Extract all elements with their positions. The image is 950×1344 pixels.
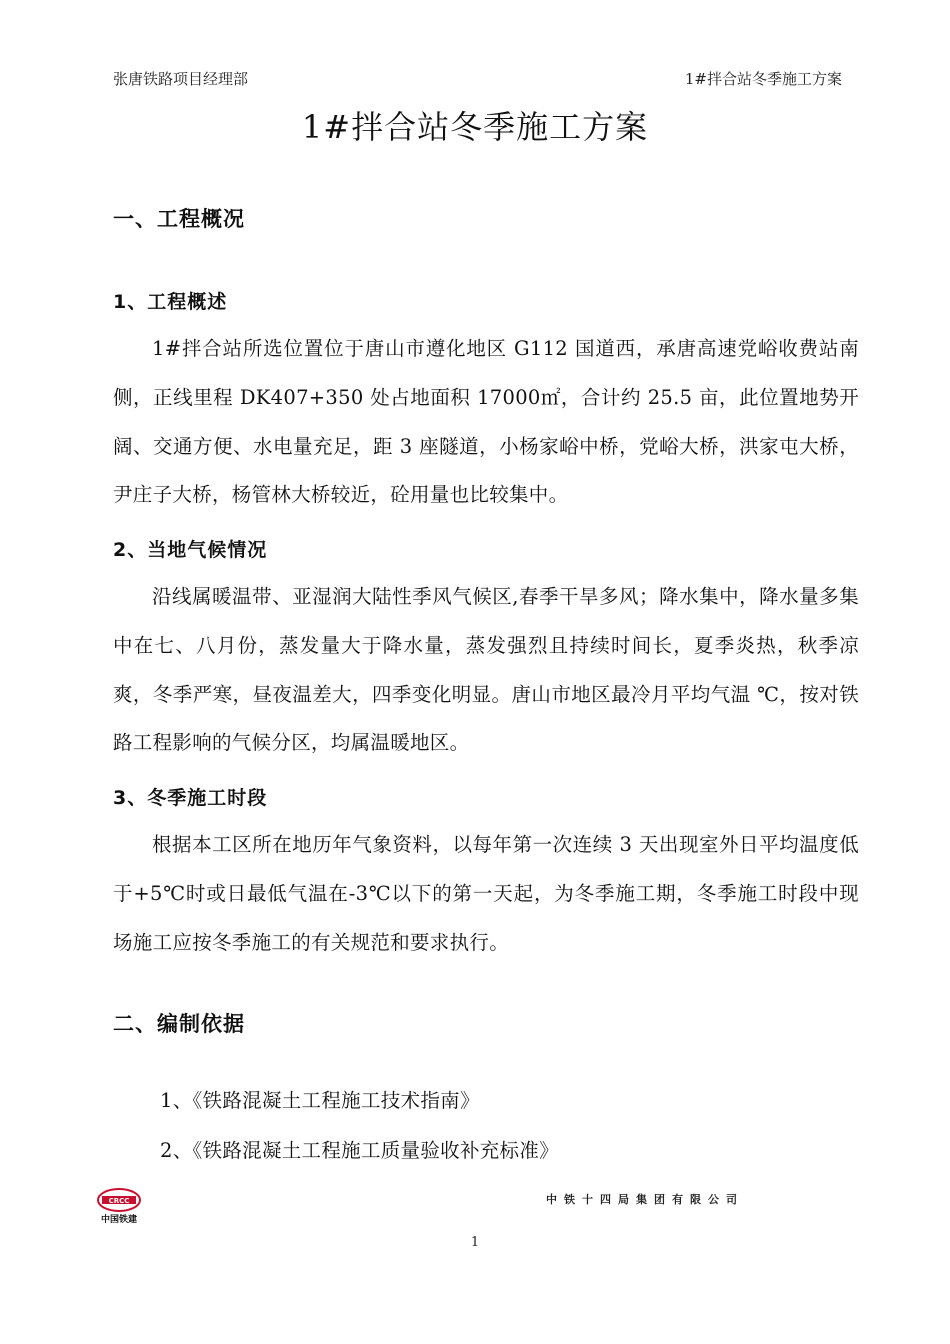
svg-text:CRCC: CRCC [108, 1197, 130, 1205]
crcc-logo [94, 1186, 144, 1226]
paragraph-winter-period: 根据本工区所在地历年气象资料，以每年第一次连续 3 天出现室外日平均温度低于+5℃时或日最低气温在-3℃以下的第一天起，为冬季施工期，冬季施工时段中现场施工应按冬季施工的有关规范和要求执行。 [113, 833, 859, 954]
paragraph-climate: 沿线属暖温带、亚湿润大陆性季风气候区,春季干旱多风；降水集中，降水量多集中在七、八月份，蒸发量大于降水量，蒸发强烈且持续时间长，夏季炎热，秋季凉爽，冬季严寒，昼夜温差大，四季变化明显。唐山市地区最冷月平均气温 ℃，按对铁路工程影响的气候分区，均属温暖地区。 [113, 585, 859, 755]
header-left: 张唐铁路项目经理部 [113, 70, 249, 88]
svg-text:中国铁建: 中国铁建 [100, 1215, 138, 1225]
section-heading-overview: 一、工程概况 [113, 207, 245, 231]
subheading-winter-period: 3、冬季施工时段 [113, 787, 268, 809]
paragraph-project-summary: 1#拌合站所选位置位于唐山市遵化地区 G112 国道西，承唐高速党峪收费站南侧，正线里程 DK407+350 处占地面积 17000㎡，合计约 25.5 亩，此位置地势开阔、交通方便、水电量充足，距 3 座隧道，小杨家峪中桥，党峪大桥，洪家屯大桥，尹庄子大桥，杨管林大桥较近，砼用量也比较集中。 [113, 337, 859, 507]
subheading-climate: 2、当地气候情况 [113, 539, 268, 561]
document-title: 1#拌合站冬季施工方案 [301, 108, 649, 146]
subheading-project-summary: 1、工程概述 [113, 291, 228, 313]
company-name: 中铁十四局集团有限公司 [546, 1193, 744, 1206]
reference-item: 1、《铁路混凝土工程施工技术指南》 [160, 1089, 480, 1112]
header-right: 1#拌合站冬季施工方案 [684, 70, 842, 88]
page-number: 1 [470, 1235, 480, 1250]
reference-item: 2、《铁路混凝土工程施工质量验收补充标准》 [160, 1139, 559, 1162]
section-heading-basis: 二、编制依据 [113, 1012, 245, 1036]
